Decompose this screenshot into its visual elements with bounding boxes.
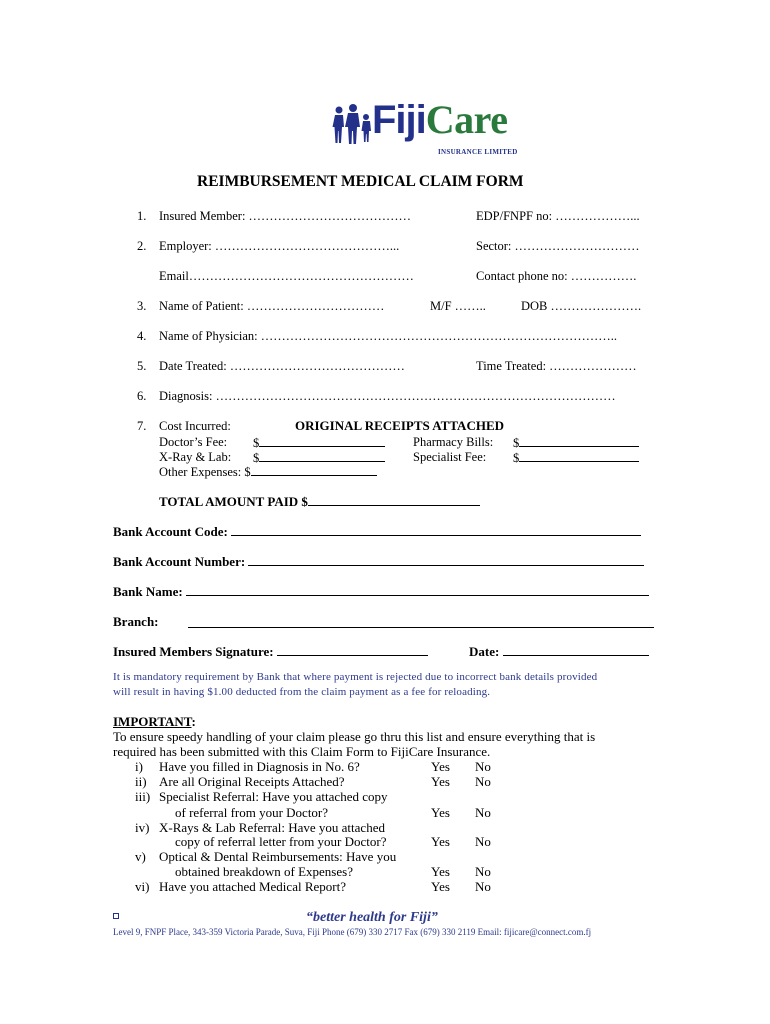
item-number-4: 4. xyxy=(137,329,147,343)
checklist-item-3a: Specialist Referral: Have you attached copy xyxy=(159,789,388,804)
family-figures-icon xyxy=(331,104,375,146)
checklist-item-1: Have you filled in Diagnosis in No. 6? xyxy=(159,759,360,774)
doctor-fee-field[interactable] xyxy=(253,435,385,451)
footer-address: Level 9, FNPF Place, 343-359 Victoria Parade, Suva, Fiji Phone (679) 330 2717 Fax (679) 330 2119 Email: fijicare@connect.com.fj xyxy=(113,927,592,937)
item-number-3: 3. xyxy=(137,299,147,313)
edp-fnpf-field[interactable]: EDP/FNPF no: ………………... xyxy=(476,209,640,223)
specialist-fee-label: Specialist Fee: xyxy=(413,450,487,464)
dollar-sign: $ xyxy=(513,451,520,465)
other-expenses-field[interactable] xyxy=(159,464,377,480)
checklist-item-4b: copy of referral letter from your Doctor? xyxy=(175,834,387,849)
sex-field[interactable]: M/F …….. xyxy=(430,299,486,313)
checklist-num-5: v) xyxy=(135,849,146,864)
checklist-yes-3[interactable]: Yes xyxy=(431,805,450,820)
dob-field[interactable]: DOB …………………. xyxy=(521,299,642,313)
bank-account-code-label: Bank Account Code: xyxy=(113,524,228,539)
important-colon: : xyxy=(191,714,196,729)
bank-name-field[interactable] xyxy=(113,584,649,600)
checklist-num-1: i) xyxy=(135,759,143,774)
bank-notice-line-2: will result in having $1.00 deducted from the claim payment as a fee for reloading. xyxy=(113,686,491,698)
checklist-num-2: ii) xyxy=(135,774,147,789)
checklist-item-4a: X-Rays & Lab Referral: Have you attached xyxy=(159,820,385,835)
checklist-no-5[interactable]: No xyxy=(475,864,491,879)
important-intro-line-2: required has been submitted with this Claim Form to FijiCare Insurance. xyxy=(113,744,491,759)
cost-incurred-label: Cost Incurred: xyxy=(159,419,231,433)
bank-account-number-field[interactable] xyxy=(113,554,644,570)
date-treated-field[interactable]: Date Treated: …………………………………… xyxy=(159,359,405,373)
checklist-no-3[interactable]: No xyxy=(475,805,491,820)
footer-square-icon xyxy=(113,913,119,919)
item-number-6: 6. xyxy=(137,389,147,403)
logo-subtitle: INSURANCE LIMITED xyxy=(438,148,518,156)
date-label: Date: xyxy=(469,644,500,659)
bank-account-code-field[interactable] xyxy=(113,524,641,540)
original-receipts-heading: ORIGINAL RECEIPTS ATTACHED xyxy=(295,418,505,433)
patient-name-field[interactable]: Name of Patient: …………………………… xyxy=(159,299,385,313)
dollar-sign: $ xyxy=(513,436,520,450)
pharmacy-bills-field[interactable] xyxy=(513,435,639,451)
doctor-fee-label: Doctor’s Fee: xyxy=(159,435,228,449)
important-intro-line-1: To ensure speedy handling of your claim please go thru this list and ensure everything that is xyxy=(113,729,596,744)
dollar-sign: $ xyxy=(253,451,260,465)
item-number-2: 2. xyxy=(137,239,147,253)
checklist-yes-1[interactable]: Yes xyxy=(431,759,450,774)
checklist-yes-2[interactable]: Yes xyxy=(431,774,450,789)
pharmacy-bills-label: Pharmacy Bills: xyxy=(413,435,494,449)
checklist-item-3b: of referral from your Doctor? xyxy=(175,805,329,820)
dollar-sign: $ xyxy=(253,436,260,450)
signature-label: Insured Members Signature: xyxy=(113,644,274,659)
time-treated-field[interactable]: Time Treated: ………………… xyxy=(476,359,637,373)
checklist-yes-5[interactable]: Yes xyxy=(431,864,450,879)
branch-field[interactable] xyxy=(188,614,654,633)
checklist-item-2: Are all Original Receipts Attached? xyxy=(159,774,345,789)
checklist-no-2[interactable]: No xyxy=(475,774,491,789)
item-number-7: 7. xyxy=(137,419,147,433)
important-heading xyxy=(113,714,196,730)
bank-notice-line-1: It is mandatory requirement by Bank that where payment is rejected due to incorrect bank details provided xyxy=(113,671,598,683)
checklist-item-5a: Optical & Dental Reimbursements: Have you xyxy=(159,849,397,864)
employer-field[interactable]: Employer: ……………………………………... xyxy=(159,239,400,253)
sector-field[interactable]: Sector: ………………………… xyxy=(476,239,640,253)
total-amount-label: TOTAL AMOUNT PAID $ xyxy=(159,494,308,509)
checklist-item-5b: obtained breakdown of Expenses? xyxy=(175,864,353,879)
checklist-no-6[interactable]: No xyxy=(475,879,491,894)
insured-member-field[interactable]: Insured Member: ………………………………… xyxy=(159,209,412,223)
logo-name-fiji: Fiji xyxy=(372,98,426,142)
checklist-num-4: iv) xyxy=(135,820,150,835)
physician-name-field[interactable]: Name of Physician: ………………………………………………………………………….. xyxy=(159,329,617,343)
xray-lab-label: X-Ray & Lab: xyxy=(159,450,232,464)
item-number-1: 1. xyxy=(137,209,147,223)
bank-name-label: Bank Name: xyxy=(113,584,183,599)
checklist-yes-4[interactable]: Yes xyxy=(431,834,450,849)
important-heading-text: IMPORTANT xyxy=(113,714,192,729)
signature-field[interactable] xyxy=(113,644,428,660)
checklist-item-6: Have you attached Medical Report? xyxy=(159,879,346,894)
checklist-num-6: vi) xyxy=(135,879,150,894)
email-field[interactable]: Email……………………………………………… xyxy=(159,269,414,283)
diagnosis-field[interactable]: Diagnosis: …………………………………………………………………………………… xyxy=(159,389,616,403)
doctor-fee-row xyxy=(159,435,227,450)
other-expenses-label: Other Expenses: $ xyxy=(159,465,251,479)
logo-name-care: Care xyxy=(425,97,508,142)
total-amount-paid-field[interactable] xyxy=(159,494,480,510)
form-title: REIMBURSEMENT MEDICAL CLAIM FORM xyxy=(197,173,524,190)
item-number-5: 5. xyxy=(137,359,147,373)
checklist-no-4[interactable]: No xyxy=(475,834,491,849)
date-field[interactable] xyxy=(469,644,649,660)
footer-slogan: “better health for Fiji” xyxy=(306,910,438,925)
checklist-no-1[interactable]: No xyxy=(475,759,491,774)
bank-account-number-label: Bank Account Number: xyxy=(113,554,246,569)
specialist-fee-field[interactable] xyxy=(513,450,639,466)
checklist-yes-6[interactable]: Yes xyxy=(431,879,450,894)
branch-label: Branch: xyxy=(113,614,159,629)
checklist-num-3: iii) xyxy=(135,789,151,804)
contact-phone-field[interactable]: Contact phone no: ……………. xyxy=(476,269,637,283)
